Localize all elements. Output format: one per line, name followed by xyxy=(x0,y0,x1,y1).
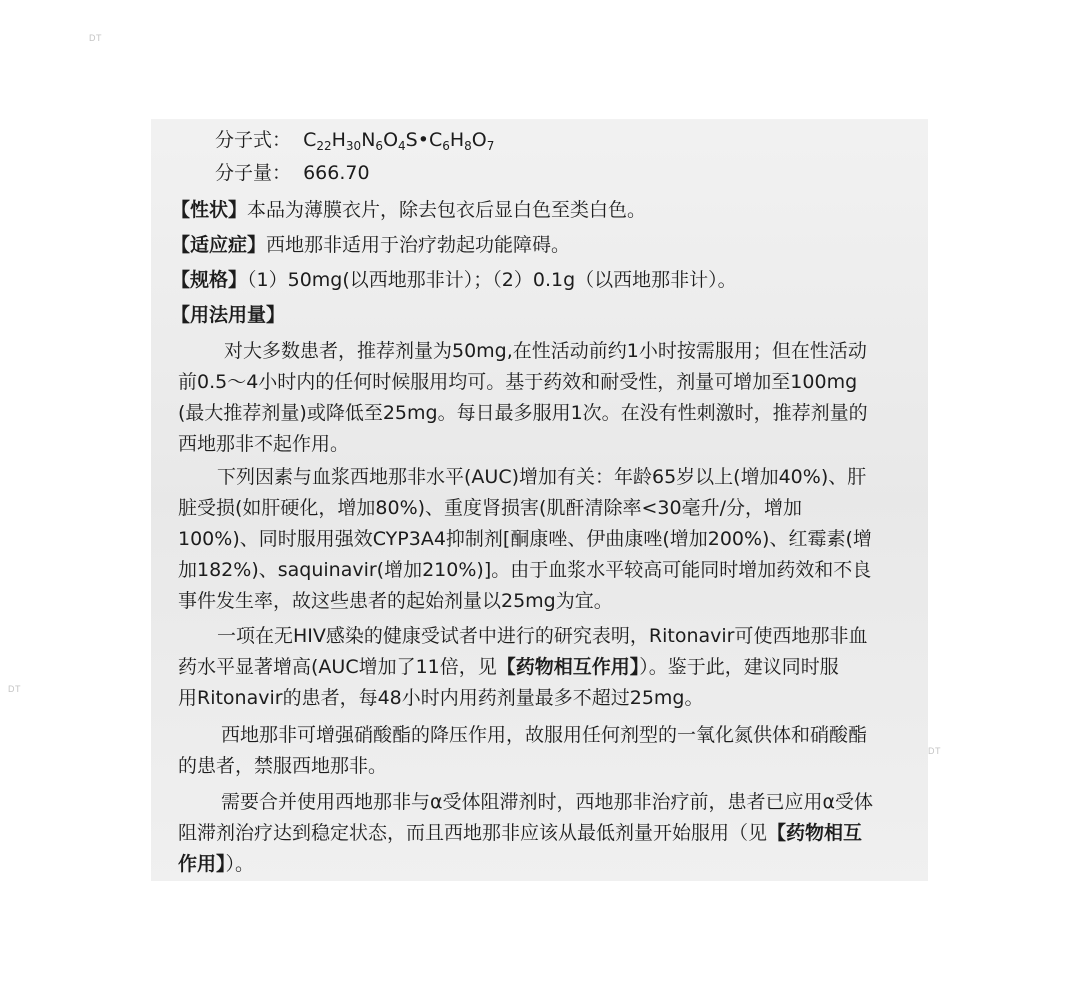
paragraph-line: 西地那非可增强硝酸酯的降压作用，故服用任何剂型的一氧化氮供体和硝酸酯 xyxy=(221,724,868,746)
cross-reference: 【药物相互 xyxy=(767,822,863,844)
watermark-text: DT xyxy=(8,684,21,694)
watermark-text: DT xyxy=(89,33,102,43)
cross-reference: 【药物相互作用】 xyxy=(496,656,640,678)
formula-value: $C_{22}H_{30}N_6O_4S•C_6H_8O_7$ xyxy=(303,129,495,153)
molecular-weight xyxy=(215,161,370,185)
weight-value: 666.70 xyxy=(303,162,370,184)
section-dosage xyxy=(171,303,285,327)
paragraph-line: 下列因素与血浆西地那非水平(AUC)增加有关：年龄65岁以上(增加40%)、肝 xyxy=(217,466,867,488)
section-text: 本品为薄膜衣片，除去包衣后显白色至类白色。 xyxy=(247,199,647,221)
paragraph-line: 事件发生率，故这些患者的起始剂量以25mg为宜。 xyxy=(178,590,613,612)
paragraph-line: 100%)、同时服用强效CYP3A4抑制剂[酮康唑、伊曲康唑(增加200%)、红霉素(增 xyxy=(178,528,872,550)
section-heading: 【适应症】 xyxy=(171,234,267,256)
section-heading: 【性状】 xyxy=(171,199,248,221)
paragraph-line: 需要合并使用西地那非与α受体阻滞剂时，西地那非治疗前，患者已应用α受体 xyxy=(221,791,874,813)
paragraph-line: 用Ritonavir的患者，每48小时内用药剂量最多不超过25mg。 xyxy=(178,687,704,709)
cross-reference: 作用】 xyxy=(178,853,226,875)
paragraph-line: 药水平显著增高(AUC增加了11倍，见【药物相互作用】）。鉴于此，建议同时服 xyxy=(178,656,839,678)
formula-label: 分子式： xyxy=(215,129,292,151)
paragraph-line: 前0.5～4小时内的任何时候服用均可。基于药效和耐受性，剂量可增加至100mg xyxy=(178,371,858,393)
paragraph-line: 西地那非不起作用。 xyxy=(178,433,350,455)
section-character xyxy=(171,198,646,222)
paragraph-line: 加182%)、saquinavir(增加210%)]。由于血浆水平较高可能同时增加药效和不良 xyxy=(178,559,872,581)
paragraph-line: 的患者，禁服西地那非。 xyxy=(178,755,388,777)
paragraph-line: 一项在无HIV感染的健康受试者中进行的研究表明，Ritonavir可使西地那非血 xyxy=(217,625,868,647)
watermark-text: DT xyxy=(928,746,941,756)
section-indication xyxy=(171,233,570,257)
paragraph-line: 对大多数患者，推荐剂量为50mg,在性活动前约1小时按需服用；但在性活动 xyxy=(224,340,867,362)
molecular-formula xyxy=(215,128,494,152)
section-text: 西地那非适用于治疗勃起功能障碍。 xyxy=(266,234,571,256)
section-specification xyxy=(171,268,737,292)
section-heading: 【用法用量】 xyxy=(171,304,286,326)
weight-label: 分子量： xyxy=(215,162,292,184)
section-heading: 【规格】 xyxy=(171,269,248,291)
paragraph-line: (最大推荐剂量)或降低至25mg。每日最多服用1次。在没有性刺激时，推荐剂量的 xyxy=(178,402,868,424)
paragraph-line: 脏受损(如肝硬化，增加80%)、重度肾损害(肌酐清除率<30毫升/分，增加 xyxy=(178,497,802,519)
scanned-label-page xyxy=(151,119,928,881)
section-text: （1）50mg(以西地那非计）；（2）0.1g（以西地那非计）。 xyxy=(247,269,737,291)
paragraph-line: 作用】）。 xyxy=(178,853,255,875)
paragraph-line: 阻滞剂治疗达到稳定状态，而且西地那非应该从最低剂量开始服用（见【药物相互 xyxy=(178,822,863,844)
